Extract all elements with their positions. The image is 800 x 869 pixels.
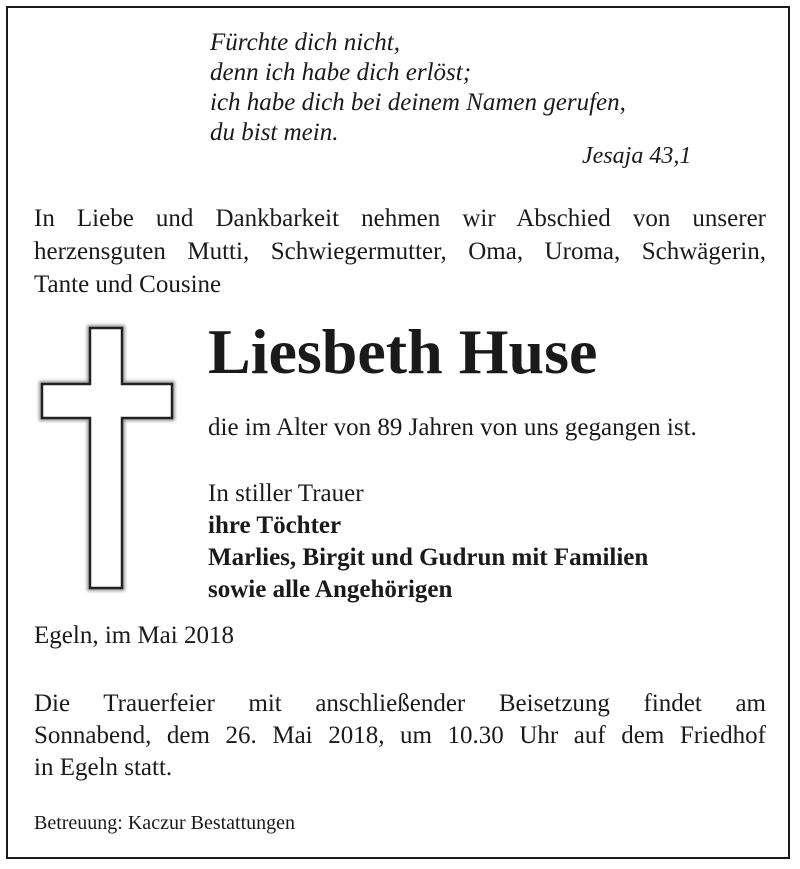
verse-line-3: ich habe dich bei deinem Namen gerufen, — [210, 89, 626, 116]
verse-line-4: du bist mein. — [210, 119, 339, 146]
mourners-block — [208, 478, 648, 606]
funeral-info — [34, 688, 766, 784]
mourners-line-3: sowie alle Angehörigen — [208, 576, 453, 603]
place-date: Egeln, im Mai 2018 — [34, 622, 234, 649]
age-statement: die im Alter von 89 Jahren von uns gegangen ist. — [208, 414, 697, 441]
cross-icon — [36, 322, 178, 594]
funeral-line-2: Sonnabend, dem 26. Mai 2018, um 10.30 Uhr auf dem Friedhof — [34, 722, 766, 749]
funeral-line-3: in Egeln statt. — [34, 754, 173, 781]
intro-line-2: herzensguten Mutti, Schwiegermutter, Oma, Uroma, Schwägerin, — [34, 238, 766, 265]
intro-line-3: Tante und Cousine — [34, 271, 222, 298]
mourners-line-1: ihre Töchter — [208, 512, 342, 539]
intro-text — [34, 202, 766, 301]
verse-reference: Jesaja 43,1 — [582, 143, 692, 169]
bible-verse — [210, 28, 626, 148]
mourners-line-2: Marlies, Birgit und Gudrun mit Familien — [208, 544, 649, 571]
deceased-name: Liesbeth Huse — [208, 316, 598, 387]
verse-line-1: Fürchte dich nicht, — [210, 29, 400, 56]
funeral-home-credit: Betreuung: Kaczur Bestattungen — [34, 812, 296, 834]
verse-line-2: denn ich habe dich erlöst; — [210, 59, 472, 86]
mourners-intro: In stiller Trauer — [208, 480, 364, 507]
intro-line-1: In Liebe und Dankbarkeit nehmen wir Abschied von unserer — [34, 205, 766, 232]
funeral-line-1: Die Trauerfeier mit anschließender Beisetzung findet am — [34, 690, 766, 717]
